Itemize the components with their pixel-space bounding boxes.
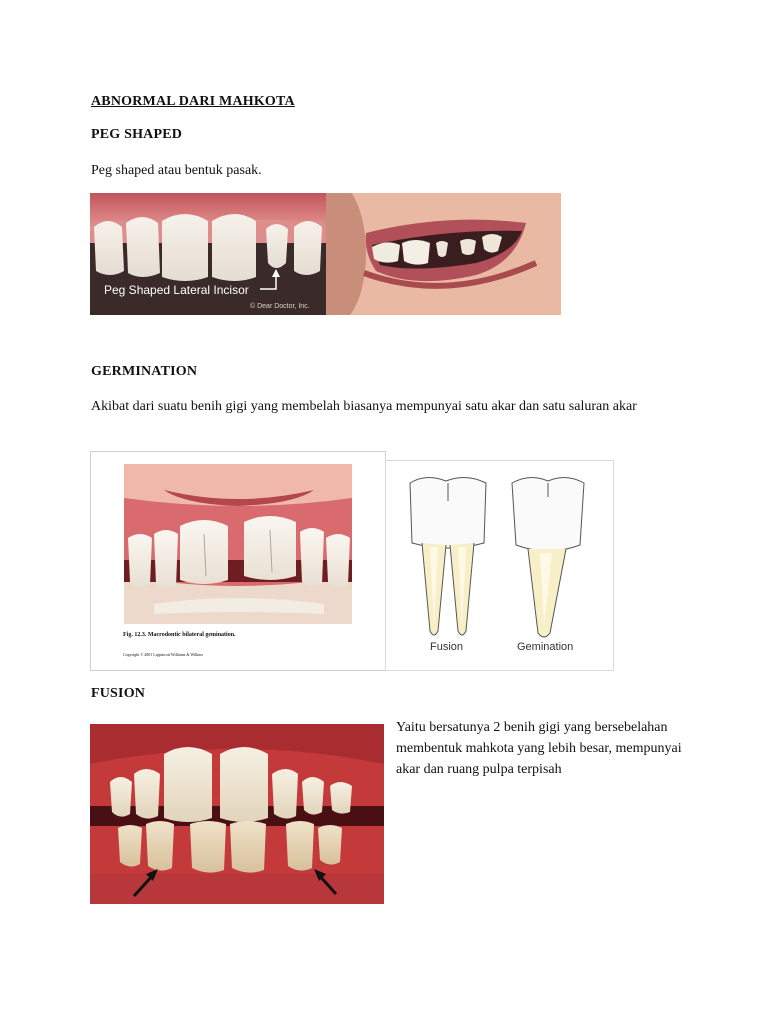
section-heading-germination: GERMINATION [91,364,198,379]
fusion-gemination-diagram [385,460,614,671]
germination-copyright: Copyright © 2001 Lippincott Williams & Wilkins [123,652,203,657]
section-heading-peg-shaped: PEG SHAPED [91,127,183,142]
document-title: ABNORMAL DARI MAHKOTA [91,94,295,109]
peg-shaped-incisor-photo [90,193,326,315]
peg-shaped-photo-pair [90,193,561,315]
section-text-fusion: Yaitu bersatunya 2 benih gigi yang bersebelahan membentuk mahkota yang lebih besar, mempunyai akar dan ruang pulpa terpisah [396,720,682,777]
fusion-photo [90,724,384,904]
fusion-diagram-label: Fusion [430,641,464,653]
germination-photo [124,464,352,624]
germination-photo-panel [90,451,386,671]
section-text-peg-shaped: Peg shaped atau bentuk pasak. [91,163,262,178]
germination-figure-caption: Fig. 12.3. Macrodontic bilateral gemination. [123,632,236,638]
section-heading-fusion: FUSION [91,686,146,701]
section-text-germination: Akibat dari suatu benih gigi yang membelah biasanya mempunyai satu akar dan satu saluran akar [91,399,637,414]
peg-shaped-label: Peg Shaped Lateral Incisor [104,283,249,297]
peg-shaped-smile-photo [326,193,561,315]
gemination-diagram-label: Gemination [517,641,574,653]
photo-credit: © Dear Doctor, Inc. [250,303,310,310]
